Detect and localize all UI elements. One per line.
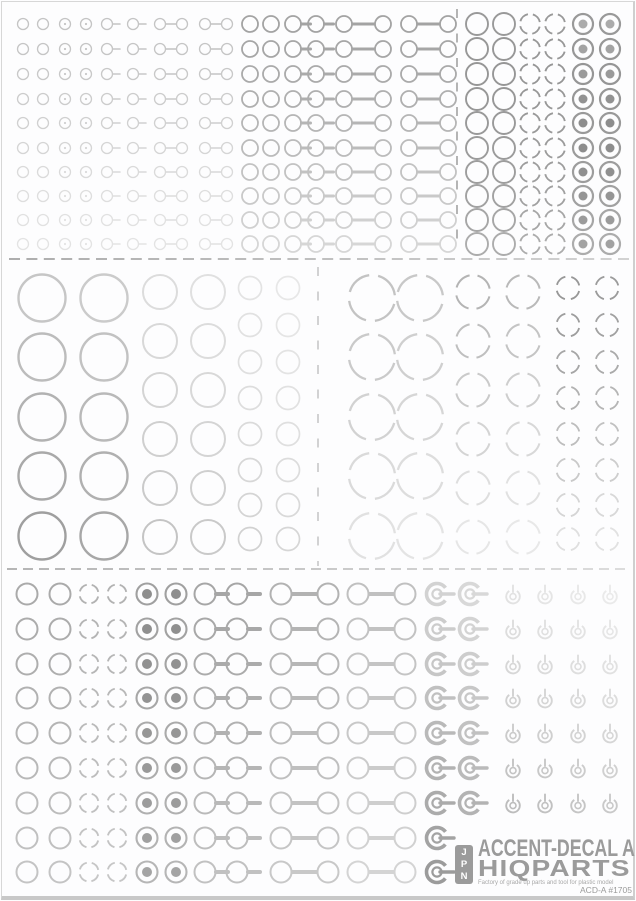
bottom-grid-dumbbell-column — [348, 584, 416, 883]
top-left-grid-tail-circle-column — [308, 16, 334, 252]
bottom-grid-donut-column — [166, 584, 187, 883]
middle-left-circles — [19, 275, 300, 560]
top-left-grid-dot-circle-column — [60, 19, 71, 250]
top-left-grid-circle-column — [18, 19, 29, 250]
bottom-grid-power-column — [536, 585, 555, 815]
product-code: ACD-A #1705 — [580, 885, 632, 895]
bottom-grid-tail-circle-column — [195, 584, 229, 883]
product-title: ACCENT-DECAL A — [478, 835, 635, 862]
middle-right-dashed-circles-dashed-circle-column — [344, 270, 400, 564]
middle-left-circles-circle-column — [239, 277, 262, 551]
top-right-grid-circle-column — [493, 13, 515, 255]
bottom-grid-dashed-circle-column — [105, 582, 128, 883]
jpn-letter: J — [461, 847, 467, 858]
bottom-grid-tail-circle-column — [227, 584, 261, 883]
jpn-badge — [455, 845, 473, 884]
top-left-grid-tail-circle-column — [128, 19, 147, 250]
middle-right-dashed-circles-dashed-circle-column — [392, 270, 448, 564]
logo-text — [478, 835, 635, 898]
middle-left-circles-circle-column — [19, 275, 66, 560]
bottom-grid-dumbbell-column — [271, 584, 339, 883]
middle-right-dashed-circles-dashed-circle-column — [502, 271, 544, 558]
top-left-grid-tail-circle-column — [102, 19, 121, 250]
top-left-grid-tail-circle-column — [285, 16, 311, 252]
top-right-grid-donut-column — [573, 14, 593, 254]
middle-left-circles-circle-column — [81, 275, 128, 560]
bottom-grid-power-column — [569, 585, 588, 815]
top-right-grid-circle-column — [466, 13, 488, 255]
bottom-grid-power-column — [504, 585, 523, 815]
jpn-letter: P — [460, 859, 468, 870]
top-right-grid — [466, 12, 620, 256]
middle-right-dashed-circles-dashed-circle-column — [593, 274, 621, 553]
brand-logo-block — [452, 835, 635, 898]
top-left-grid-dumbbell-column — [336, 16, 391, 252]
bottom-grid-donut-column — [137, 584, 158, 883]
middle-right-dashed-circles — [344, 270, 621, 564]
middle-right-dashed-circles-dashed-circle-column — [452, 271, 494, 558]
bottom-grid-circle-column — [50, 584, 71, 883]
top-left-grid-dumbbell-column — [200, 19, 233, 250]
bottom-grid-circle-column — [17, 584, 38, 883]
middle-left-circles-circle-column — [143, 275, 177, 554]
top-left-grid-dot-circle-column — [81, 19, 92, 250]
top-left-grid-circle-column — [242, 16, 258, 252]
bottom-grid-g-scope-column — [422, 579, 454, 886]
top-right-grid-dashed-circle-column — [543, 12, 567, 256]
brand-name: HIQPARTS — [478, 855, 631, 881]
top-left-grid-circle-column — [38, 19, 49, 250]
middle-left-circles-circle-column — [277, 277, 300, 551]
jpn-letter: N — [460, 871, 468, 882]
bottom-grid-power-column — [601, 585, 620, 815]
brand-tagline: Factory of grade up parts and tool for plastic model — [478, 880, 614, 886]
top-right-grid-donut-column — [600, 14, 620, 254]
bottom-grid-g-scope-column — [455, 579, 487, 817]
middle-left-circles-circle-column — [191, 275, 225, 554]
top-left-grid-dumbbell-column — [401, 16, 456, 252]
top-left-grid-circle-column — [263, 16, 279, 252]
bottom-grid-dashed-circle-column — [77, 582, 100, 883]
top-right-grid-dashed-circle-column — [518, 12, 542, 256]
middle-right-dashed-circles-dashed-circle-column — [554, 274, 582, 553]
top-left-grid-dumbbell-column — [155, 19, 188, 250]
top-left-grid — [18, 16, 457, 252]
